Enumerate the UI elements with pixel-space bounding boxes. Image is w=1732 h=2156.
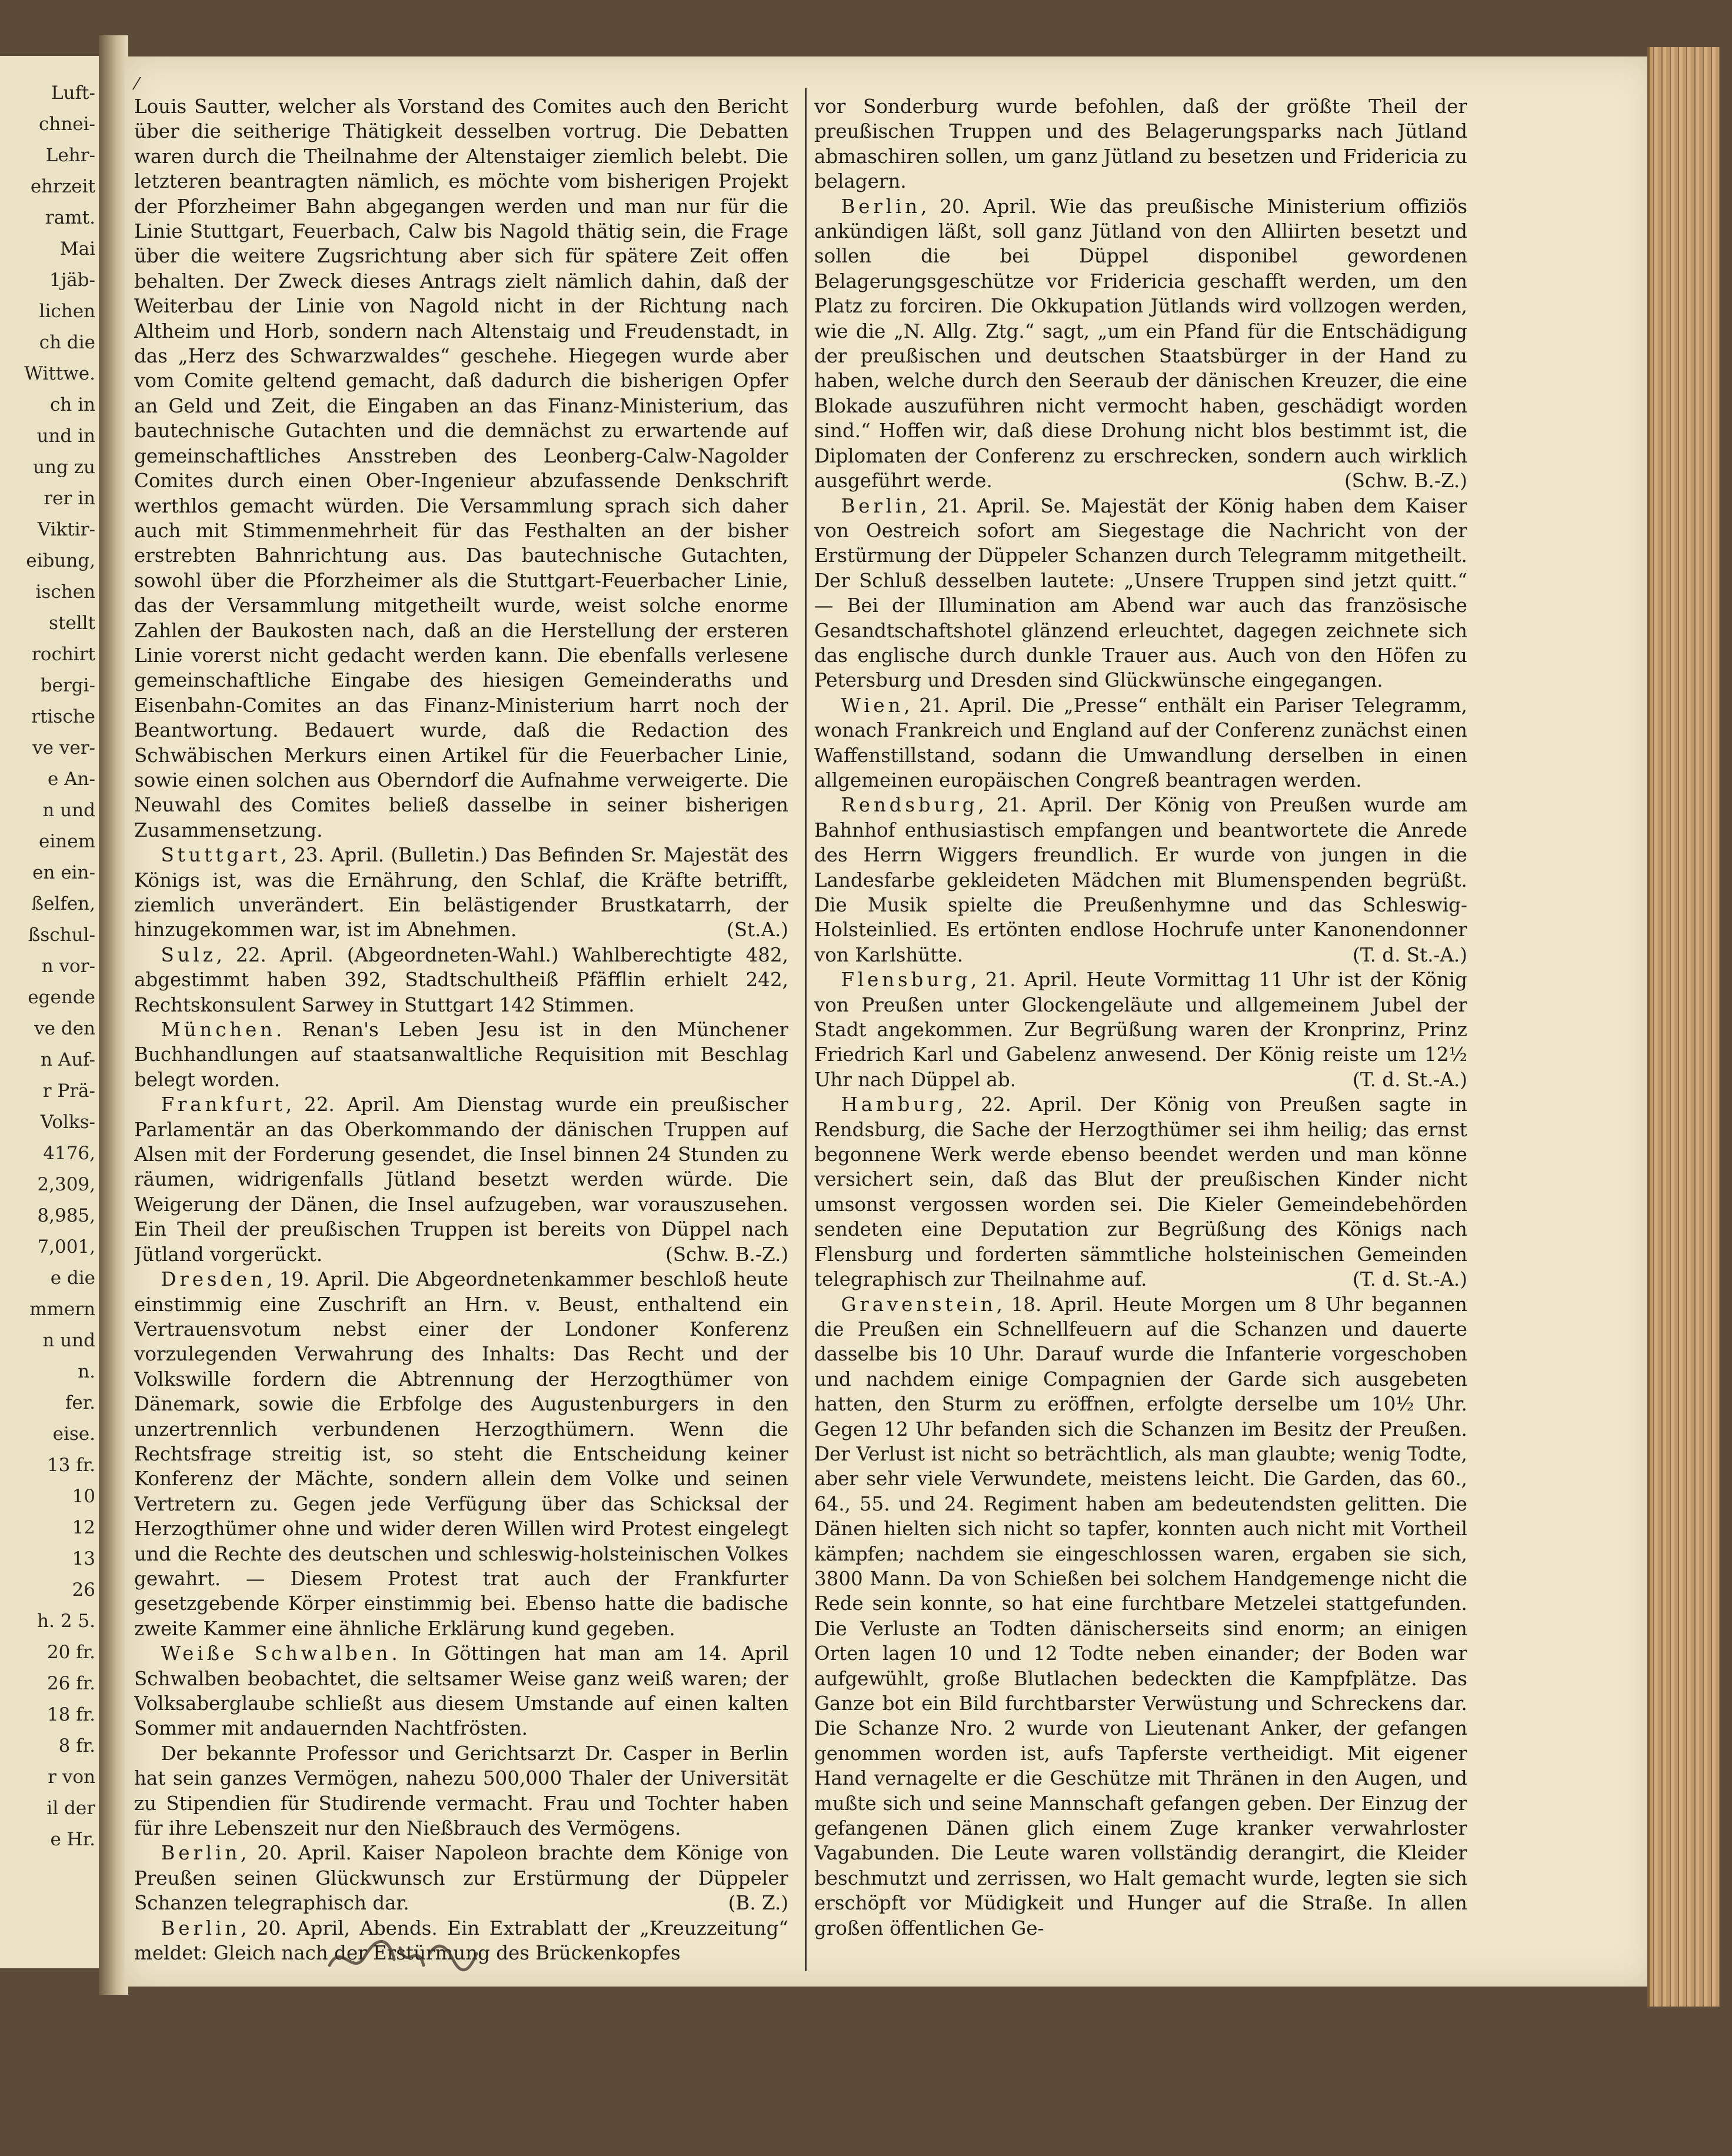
- paragraph-text: , 18. April. Heute Morgen um 8 Uhr begannen die Preußen ein Schnellfeuern auf die Schanzen und dauerte dasselbe bis 10 Uhr. Darauf wurde die Infanterie vorgeschoben und nachdem einige Compagnien der Garde sich ausgebeten hatten, den Sturm zu eröffnen, erfolgte derselbe um 10½ Uhr. Gegen 12 Uhr befanden sich die Schanzen im Besitz der Preußen. Der Verlust ist nicht so beträchtlich, als man glaubte; wenig Todte, aber sehr viele Verwundete, meistens leicht. Die Garden, das 60., 64., 55. und 24. Regiment haben am bedeutendsten gelitten. Die Dänen hielten sich nicht so tapfer, konnten auch nicht mit Vortheil kämpfen; nachdem sie eingeschlossen waren, ergaben sie sich, 3800 Mann. Da von Schießen bei solchem Handgemenge nicht die Rede sein konnte, so hat eine furchtbare Metzelei stattgefunden. Die Verluste an Todten dänischerseits sind enorm; an einigen Orten lagen 10 und 12 Todte neben einander; der Boden war aufgewühlt, große Blutlachen bedeckten die Kampfplätze. Das Ganze bot ein Bild furchtbarster Verwüstung und Schreckens dar. Die Schanze Nro. 2 wurde von Lieutenant Anker, der gefangen genommen worden ist, aufs Tapferste vertheidigt. Mit eigener Hand vernagelte er die Geschütze mit Thränen in den Augen, und mußte sich und seine Mannschaft gefangen geben. Der Einzug der gefangenen Dänen glich einem Zuge kranker verwahrloster Vagabunden. Die Leute waren vollständig derangirt, die Kleider beschmutzt und zerrissen, wo Halt gemacht wurde, legten sie sich erschöpft vor Müdigkeit und Hunger auf die Straße. In allen großen öffentlichen Ge-: [814, 1293, 1467, 1939]
- paragraph-text: Der bekannte Professor und Gerichtsarzt Dr. Casper in Berlin hat sein ganzes Vermögen, nahezu 500,000 Thaler der Universität zu Stipendien für Studirende vermacht. Frau und Tochter haben für ihre Lebenszeit nur den Nießbrauch des Vermögens.: [134, 1742, 788, 1840]
- news-paragraph: [134, 1017, 788, 1092]
- left-page-fragment: Mai: [59, 238, 95, 259]
- news-paragraph: [134, 1092, 788, 1267]
- left-page-fragment: ehrzeit: [30, 176, 95, 197]
- left-page-fragment: und in: [36, 425, 95, 447]
- left-page-fragment: n Auf-: [40, 1049, 95, 1070]
- dateline-place: Rendsburg: [841, 794, 978, 817]
- paragraph-text: , 19. April. Die Abgeordnetenkammer beschloß heute einstimmig eine Zuschrift an Hrn. v. Beust, enthaltend ein Vertrauensvotum nebst einer der Londoner Konferenz vorzulegenden Verwahrung des Inhalts: Das Recht und der Volkswille fordern die Abtrennung der Herzogthümer von Dänemark, sowie die Erbfolge des Augustenburgers in den unzertrennlich verbundenen Herzogthümern. Wenn die Rechtsfrage streitig ist, so steht die Entscheidung keiner Konferenz der Mächte, sondern allein dem Volke und seinen Vertretern zu. Gegen jede Verfügung über das Schicksal der Herzogthümer ohne und wider deren Willen wird Protest eingelegt und die Rechte des deutschen und schleswig-holsteinischen Volkes gewahrt. — Diesem Protest trat auch der Frankfurter gesetzgebende Körper einstimmig bei. Ebenso hatte die badische zweite Kammer eine ähnliche Erklärung kund gegeben.: [134, 1268, 788, 1640]
- dateline-place: Frankfurt: [161, 1093, 286, 1116]
- left-page-fragment: 26 fr.: [46, 1673, 95, 1694]
- paragraph-text: , 21. April. Heute Vormittag 11 Uhr ist der König von Preußen unter Glockengeläute und allgemeinem Jubel der Stadt angekommen. Zur Begrüßung waren der Kronprinz, Prinz Friedrich Karl und Gabelenz anwesend. Der König reiste um 12½ Uhr nach Düppel ab.: [814, 969, 1467, 1091]
- paragraph-text: . Renan's Leben Jesu ist in den Münchener Buchhandlungen auf staatsanwaltliche Requisition mit Beschlag belegt worden.: [134, 1019, 788, 1091]
- left-page-fragment: ßelfen,: [31, 893, 95, 914]
- left-page-fragment: eise.: [52, 1423, 95, 1445]
- left-page-fragment: 4176,: [43, 1143, 95, 1164]
- left-page-fragment: 13 fr.: [46, 1455, 95, 1476]
- left-page-fragment: n und: [42, 800, 95, 821]
- source-attribution: (Schw. B.-Z.): [665, 1243, 788, 1266]
- left-page-fragment: Lehr-: [45, 145, 95, 166]
- paragraph-text: Louis Sautter, welcher als Vorstand des Comites auch den Bericht über die seitherige Thätigkeit desselben vortrug. Die Debatten waren durch die Theilnahme der Altenstaiger ziemlich belebt. Die letzteren beantragten nämlich, es möchte vom bisherigen Projekt der Pforzheimer Bahn abgegangen werden und man nur für die Linie Stuttgart, Feuerbach, Calw bis Nagold thätig sein, die Frage über die weitere Zugsrichtung aber sich für spätere Zeit offen behalten. Der Zweck dieses Antrags zielt nämlich dahin, daß der Weiterbau der Linie von Nagold nicht in der Richtung nach Altheim und Horb, sondern nach Altenstaig und Freudenstadt, in das „Herz des Schwarzwaldes“ geschehe. Hiegegen wurde aber vom Comite geltend gemacht, daß dadurch die bisherigen Opfer an Geld und Zeit, die Eingaben an das Finanz-Ministerium, das bautechnische Gutachten und die demnächst zu erwartende auf gemeinschaftliches Ansstreben des Leonberg-Calw-Nagolder Comites durch einen Ober-Ingenieur abzufassende Denkschrift werthlos gemacht würden. Die Versammlung sprach sich daher auch mit Stimmenmehrheit für das Festhalten an der bisher erstrebten Bahnrichtung aus. Das bautechnische Gutachten, sowohl über die Pforzheimer als die Stuttgart-Feuerbacher Linie, das der Versammlung mitgetheilt wurde, weist solche enorme Zahlen der Baukosten nach, daß an die Herstellung der ersteren Linie vorerst nicht gedacht werden kann. Die ebenfalls verlesene gemeinschaftliche Eingabe des hiesigen Gemeinderaths und Eisenbahn-Comites an das Finanz-Ministerium harrt noch der Beantwortung. Bedauert wurde, daß die Redaction des Schwäbischen Merkurs einen Artikel für die Feuerbacher Linie, sowie einen solchen aus Oberndorf die Aufnahme verweigerte. Die Neuwahl des Comites beließ dasselbe in seiner bisherigen Zusammensetzung.: [134, 95, 788, 841]
- source-attribution: (St.A.): [727, 919, 788, 941]
- left-page-fragment: ch in: [49, 394, 95, 415]
- left-page-fragment: rochirt: [31, 644, 95, 665]
- left-page-fragment: 8 fr.: [58, 1735, 95, 1756]
- left-page-fragment: r von: [48, 1766, 95, 1788]
- paragraph-text: , 20. April, Abends. Ein Extrablatt der „Kreuzzeitung“ meldet: Gleich nach der Erstürmung des Brückenkopfes: [134, 1917, 788, 1965]
- news-paragraph: [134, 943, 788, 1017]
- left-page-fragment: ung zu: [33, 457, 95, 478]
- paragraph-text: , 20. April. Wie das preußische Ministerium offiziös ankündigen läßt, soll ganz Jütland von den Alliirten besetzt und sollen die bei Düppel disponibel gewordenen Belagerungsgeschütze vor Fridericia geschafft werden, um den Platz zu forciren. Die Okkupation Jütlands wird vollzogen werden, wie die „N. Allg. Ztg.“ sagt, „um ein Pfand für die Entschädigung der preußischen und deutschen Staatsbürger in der Hand zu haben, welche durch den Seeraub der dänischen Kreuzer, die eine Blokade auszuführen nicht vermocht haben, geschädigt worden sind.“ Hoffen wir, daß diese Drohung nicht blos bestimmt ist, die Diplomaten der Conferenz zu erschrecken, sondern auch wirklich ausgeführt werde.: [814, 195, 1467, 493]
- left-page-fragment: 2,309,: [37, 1174, 95, 1195]
- left-page-fragment: rtische: [31, 706, 95, 727]
- left-page-fragment: 8,985,: [37, 1205, 95, 1226]
- left-page-fragment: il der: [46, 1798, 95, 1819]
- left-page-fragment: eibung,: [26, 550, 95, 571]
- left-page-fragment: ve ver-: [32, 737, 95, 758]
- left-page-fragment: n vor-: [41, 956, 95, 977]
- left-page-fragment: n.: [78, 1361, 95, 1382]
- left-page-fragment: ve den: [34, 1018, 95, 1039]
- paragraph-text: . In Göttingen hat man am 14. April Schwalben beobachtet, die seltsamer Weise ganz weiß waren; der Volksaberglaube schließt aus diesem Umstande auf einen kalten Sommer mit andauernden Nachtfrösten.: [134, 1642, 788, 1740]
- dateline-place: Sulz: [161, 943, 216, 966]
- dateline-place: Wien: [841, 694, 904, 717]
- paragraph-text: , 21. April. Der König von Preußen wurde am Bahnhof enthusiastisch empfangen und beantwortete die Anrede des Herrn Wiggers freundlich. Er wurde von jungen in die Landesfarbe gekleideten Mädchen mit Blumenspenden begrüßt. Die Musik spielte die Preußenhymne und das Schleswig-Holsteinlied. Es ertönten endlose Hochrufe unter Kanonendonner von Karlshütte.: [814, 794, 1467, 966]
- paragraph-text: , 22. April. Am Dienstag wurde ein preußischer Parlamentär an das Oberkommando der dänischen Truppen auf Alsen mit der Forderung gesendet, die Insel binnen 24 Stunden zu räumen, widrigenfalls Jütland besetzt werden würde. Die Weigerung der Dänen, die Insel aufzugeben, war vorauszusehen. Ein Theil der preußischen Truppen ist bereits von Düppel nach Jütland vorgerückt.: [134, 1093, 788, 1266]
- source-attribution: (T. d. St.-A.): [1353, 1268, 1467, 1291]
- left-page-fragment: 20 fr.: [46, 1642, 95, 1663]
- left-page-fragment: fer.: [65, 1392, 95, 1413]
- left-page-fragment: rer in: [44, 488, 95, 509]
- left-page-fragment: einem: [39, 831, 95, 852]
- paragraph-text: , 21. April. Die „Presse“ enthält ein Pariser Telegramm, wonach Frankreich und England auf der Conferenz zunächst einen Waffenstillstand, sodann die Umwandlung derselben in einen allgemeinen europäischen Congreß beantragen werden.: [814, 694, 1467, 791]
- news-paragraph: [134, 1741, 788, 1841]
- left-page-fragment: chnei-: [38, 114, 95, 135]
- article-column-right: [814, 94, 1467, 1965]
- source-attribution: (Schw. B.-Z.): [1344, 470, 1467, 493]
- left-page-fragment: bergi-: [40, 675, 95, 696]
- paragraph-text: , 20. April. Kaiser Napoleon brachte dem Könige von Preußen seinen Glückwunsch zur Erstürmung der Düppeler Schanzen telegraphisch dar.: [134, 1842, 788, 1915]
- left-page-fragment: r Prä-: [42, 1080, 95, 1102]
- source-attribution: (B. Z.): [728, 1892, 788, 1915]
- left-page-fragment: 12: [72, 1517, 95, 1538]
- news-paragraph: [814, 194, 1467, 494]
- left-page-fragment: stellt: [49, 613, 95, 634]
- news-paragraph: [134, 843, 788, 943]
- news-paragraph: [814, 793, 1467, 967]
- article-column-left: [134, 94, 788, 1965]
- news-paragraph: [134, 1641, 788, 1741]
- left-page-fragment: ramt.: [45, 207, 95, 228]
- left-page-fragment: h. 2 5.: [37, 1611, 95, 1632]
- left-page-fragment: en ein-: [32, 862, 95, 883]
- book-gutter: [99, 35, 128, 1995]
- news-paragraph: [134, 94, 788, 843]
- left-page-fragment: 13: [72, 1548, 95, 1569]
- paragraph-text: vor Sonderburg wurde befohlen, daß der größte Theil der preußischen Truppen und des Belagerungsparks nach Jütland abmaschiren sollen, um ganz Jütland zu besetzen und Fridericia zu belagern.: [814, 95, 1467, 193]
- left-page-fragment: Volks-: [40, 1112, 95, 1133]
- handwritten-annotation-icon: [318, 1924, 494, 1989]
- paragraph-text: , 21. April. Se. Majestät der König haben dem Kaiser von Oestreich sofort am Siegestage die Nachricht von der Erstürmung der Düppeler Schanzen durch Telegramm mitgetheilt. Der Schluß desselben lautete: „Unsere Truppen sind jetzt quitt.“ — Bei der Illumination am Abend war auch das französische Gesandtschaftshotel glänzend erleuchtet, dagegen zeichnete sich das englische durch dunkle Trauer aus. Auch von den Höfen zu Petersburg und Dresden sind Glückwünsche eingegangen.: [814, 494, 1467, 692]
- news-paragraph: [814, 494, 1467, 693]
- source-attribution: (T. d. St.-A.): [1353, 943, 1467, 966]
- left-page-fragment: 10: [72, 1486, 95, 1507]
- dateline-place: Stuttgart: [161, 844, 281, 867]
- dateline-place: Berlin: [161, 1842, 241, 1865]
- left-page-fragment: e Hr.: [50, 1829, 95, 1850]
- dateline-place: Berlin: [841, 494, 921, 517]
- left-page-fragment: mmern: [29, 1299, 95, 1320]
- news-paragraph: [814, 693, 1467, 793]
- dateline-place: Dresden: [161, 1268, 267, 1291]
- left-page-fragment: 26: [72, 1579, 95, 1601]
- left-page-fragment: egende: [28, 987, 95, 1008]
- left-page-fragment: ch die: [39, 332, 95, 353]
- left-page-fragment: n und: [42, 1330, 95, 1351]
- page-stack-edges: [1647, 47, 1720, 2007]
- dateline-place: Gravenstein: [841, 1293, 997, 1316]
- dateline-place: Berlin: [161, 1917, 241, 1939]
- left-page-fragment: ischen: [35, 581, 95, 603]
- dateline-place: Flensburg: [841, 969, 971, 992]
- news-paragraph: [814, 94, 1467, 194]
- left-page-fragment: 1jäb-: [49, 270, 95, 291]
- paragraph-text: , 23. April. (Bulletin.) Das Befinden Sr. Majestät des Königs ist, was die Ernährung, den Schlaf, die Kräfte betrifft, ziemlich unverändert. Ein belästigender Brustkatarrh, der hinzugekommen war, ist im Abnehmen.: [134, 844, 788, 941]
- corner-mark: ⁄: [135, 74, 138, 94]
- left-page-fragment: Viktir-: [37, 519, 95, 540]
- dateline-place: Berlin: [841, 195, 921, 218]
- left-page-fragment: 7,001,: [37, 1236, 95, 1257]
- news-paragraph: [134, 1841, 788, 1915]
- left-page-fragment: Luft-: [51, 82, 95, 104]
- paragraph-text: , 22. April. Der König von Preußen sagte in Rendsburg, die Sache der Herzogthümer sei ihm heilig; das ernst begonnene Werk werde ebenso beendet werden und man könne versichert sein, daß das Blut der preußischen Kinder nicht umsonst vergossen worden sei. Die Kieler Gemeindebehörden sendeten eine Deputation zur Begrüßung des Königs nach Flensburg und forderten sämmtliche holsteinischen Gemeinden telegraphisch zur Theilnahme auf.: [814, 1093, 1467, 1291]
- left-page-fragment: ßschul-: [28, 924, 95, 946]
- news-paragraph: [134, 1267, 788, 1641]
- news-paragraph: [814, 1292, 1467, 1941]
- left-page-edge: [0, 56, 101, 1968]
- source-attribution: (T. d. St.-A.): [1353, 1068, 1467, 1091]
- left-page-fragment: lichen: [39, 301, 95, 322]
- dateline-place: Weiße Schwalben: [161, 1642, 392, 1665]
- left-page-fragment: e An-: [47, 768, 95, 790]
- news-paragraph: [814, 1092, 1467, 1292]
- dateline-place: Hamburg: [841, 1093, 958, 1116]
- left-page-fragment: Wittwe.: [24, 363, 95, 384]
- column-divider: [805, 88, 807, 1971]
- news-paragraph: [814, 967, 1467, 1092]
- left-page-fragment: e die: [50, 1267, 95, 1289]
- paragraph-text: , 22. April. (Abgeordneten-Wahl.) Wahlberechtigte 482, abgestimmt haben 392, Stadtschultheiß Pfäfflin erhielt 242, Rechtskonsulent Sarwey in Stuttgart 142 Stimmen.: [134, 943, 788, 1016]
- dateline-place: München: [161, 1019, 276, 1042]
- left-page-fragment: 18 fr.: [46, 1704, 95, 1725]
